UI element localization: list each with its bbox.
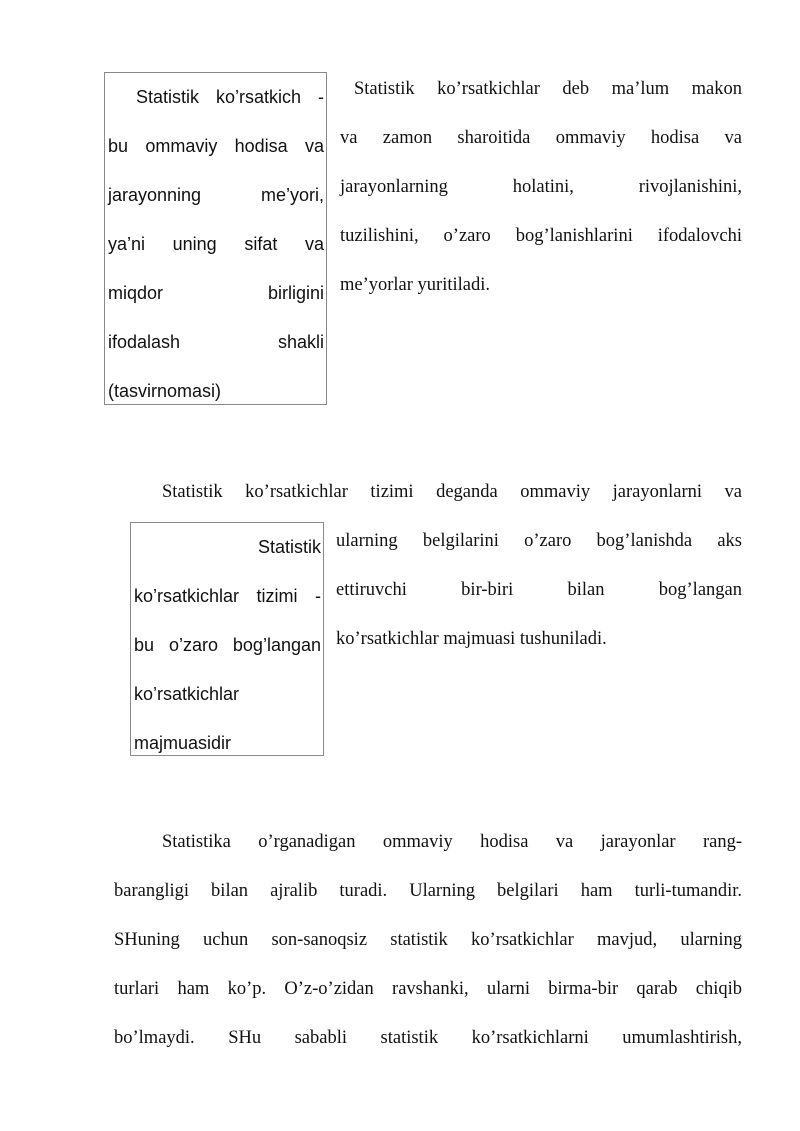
paragraph1-line: jarayonlarning holatini, rivojlanishini, — [340, 177, 742, 197]
paragraph1-line: Statistik ko’rsatkichlar deb ma’lum makon — [354, 79, 742, 99]
box2-line: bu o’zaro bog’langan — [134, 635, 321, 655]
box2-line: ko’rsatkichlar — [134, 684, 240, 704]
box2-line: ko’rsatkichlar tizimi - — [134, 586, 321, 606]
paragraph3-line: SHuning uchun son-sanoqsiz statistik ko’rsatkichlar mavjud, ularning — [114, 930, 742, 950]
box1-line: miqdor birligini — [108, 283, 324, 303]
paragraph3-line: barangligi bilan ajralib turadi. Ularning belgilari ham turli-tumandir. — [114, 881, 742, 901]
box1-line: ya’ni uning sifat va — [108, 234, 324, 254]
definition-box-indicator — [104, 72, 327, 405]
paragraph2-line: ularning belgilarini o’zaro bog’lanishda aks — [336, 531, 742, 551]
paragraph3-line: bo’lmaydi. SHu sababli statistik ko’rsatkichlarni umumlashtirish, — [114, 1028, 742, 1048]
paragraph2-line: Statistik ko’rsatkichlar tizimi deganda ommaviy jarayonlarni va — [162, 482, 742, 502]
paragraph2-line: ko’rsatkichlar majmuasi tushuniladi. — [336, 629, 607, 649]
paragraph1-line: me’yorlar yuritiladi. — [340, 275, 491, 295]
paragraph1-line: tuzilishini, o’zaro bog’lanishlarini ifodalovchi — [340, 226, 742, 246]
paragraph-indicator-variety — [114, 818, 742, 1063]
paragraph3-line: Statistika o’rganadigan ommaviy hodisa va jarayonlar rang- — [162, 832, 742, 852]
box2-line: Statistik — [257, 537, 321, 557]
box2-line: majmuasidir — [134, 733, 232, 753]
box1-line: ifodalash shakli — [108, 332, 324, 352]
paragraph2-line: ettiruvchi bir-biri bilan bog’langan — [336, 580, 742, 600]
paragraph1-line: va zamon sharoitida ommaviy hodisa va — [340, 128, 742, 148]
paragraph3-line: turlari ham ko’p. O’z-o’zidan ravshanki, ularni birma-bir qarab chiqib — [114, 979, 742, 999]
box1-line: (tasvirnomasi) — [108, 381, 222, 401]
definition-box-system — [130, 522, 324, 756]
box1-line: Statistik ko’rsatkich - — [136, 87, 324, 107]
paragraph-indicator-definition — [340, 65, 742, 310]
box1-line: jarayonning me’yori, — [108, 185, 324, 205]
box1-line: bu ommaviy hodisa va — [108, 136, 324, 156]
